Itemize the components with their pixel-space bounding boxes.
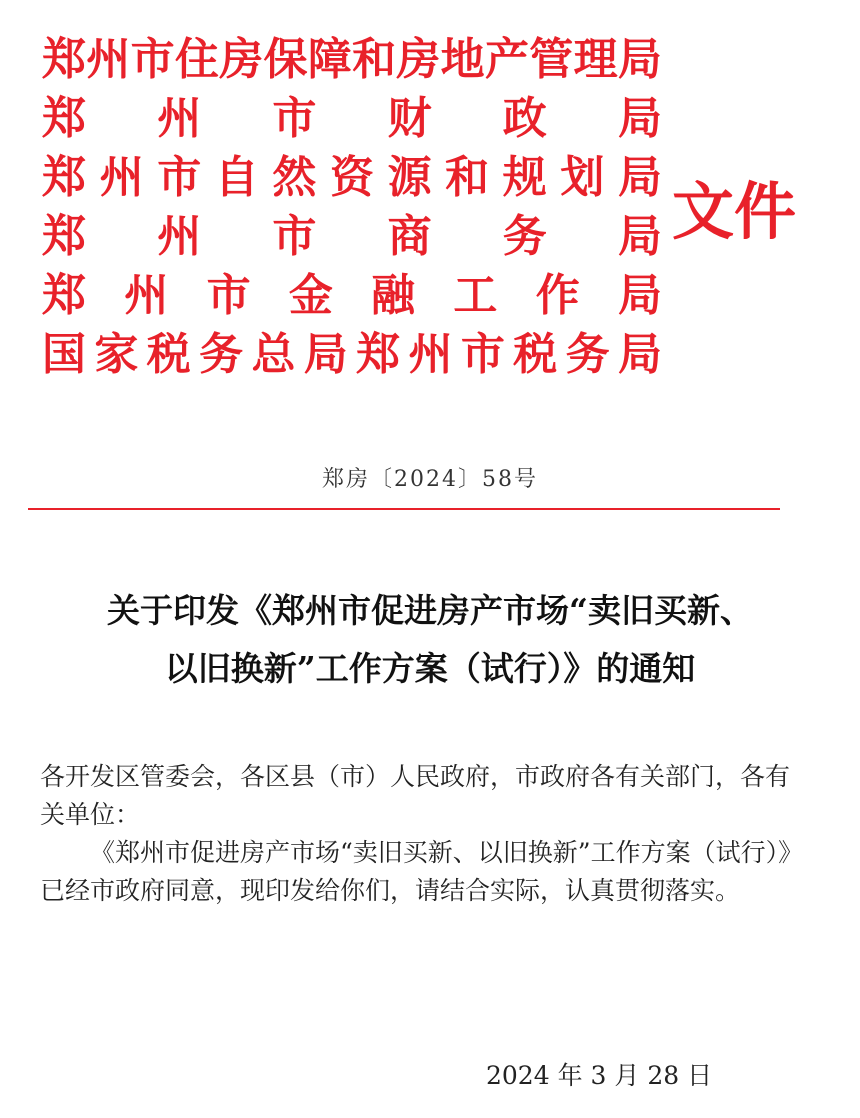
issuer-char: 然: [272, 152, 317, 203]
issuer-line: [42, 30, 662, 89]
issuer-char: 源: [387, 152, 432, 203]
issuer-char: 管: [529, 34, 574, 85]
issuer-char: 税: [146, 329, 191, 380]
issuing-authorities: [42, 30, 662, 384]
issuer-char: 局: [617, 93, 662, 144]
issuer-char: 务: [502, 211, 547, 262]
body-paragraph: 《郑州市促进房产市场“卖旧买新、以旧换新”工作方案（试行）》已经市政府同意，现印发给你们，请结合实际，认真贯彻落实。: [40, 838, 791, 905]
issuer-char: 郑: [42, 211, 86, 262]
issuer-char: 务: [199, 329, 244, 380]
issuer-char: 州: [99, 152, 144, 203]
issuer-char: 和: [352, 34, 397, 85]
issuer-char: 局: [617, 34, 662, 85]
issuer-char: 局: [303, 329, 348, 380]
issuer-char: 郑: [42, 152, 86, 203]
issuer-char: 地: [440, 34, 485, 85]
document-body: [40, 758, 792, 910]
document-number: 郑房〔2024〕58号: [322, 467, 538, 492]
issuer-char: 州: [124, 270, 169, 321]
issuer-char: 州: [157, 93, 202, 144]
issue-date: 2024 年 3 月 28 日: [486, 1061, 713, 1090]
issuer-char: 郑: [42, 270, 86, 321]
issuer-char: 局: [617, 329, 662, 380]
issuer-char: 工: [453, 270, 498, 321]
issuer-char: 商: [387, 211, 432, 262]
issuer-char: 房: [396, 34, 441, 85]
issuer-char: 务: [565, 329, 610, 380]
title-line-1: 关于印发《郑州市促进房产市场“卖旧买新、: [107, 591, 753, 630]
issuer-char: 保: [263, 34, 308, 85]
issuer-char: 州: [408, 329, 453, 380]
issuer-char: 局: [617, 211, 662, 262]
issuer-char: 州: [157, 211, 202, 262]
issuer-char: 自: [214, 152, 259, 203]
issuer-char: 总: [251, 329, 296, 380]
issuer-char: 融: [371, 270, 416, 321]
issuer-char: 国: [42, 329, 86, 380]
issuer-char: 理: [573, 34, 618, 85]
issuer-char: 市: [272, 93, 317, 144]
document-mark: 文件: [672, 175, 797, 248]
issuer-char: 州: [86, 34, 131, 85]
issuer-char: 房: [219, 34, 264, 85]
issuer-char: 划: [560, 152, 605, 203]
issuer-char: 市: [460, 329, 505, 380]
title-line-2: 以旧换新”工作方案（试行）》的通知: [164, 649, 696, 688]
issuer-line: [42, 325, 662, 384]
salutation: 各开发区管委会，各区县（市）人民政府，市政府各有关部门，各有关单位：: [40, 762, 791, 829]
red-divider-line: [28, 508, 780, 510]
issuer-char: 障: [307, 34, 352, 85]
issuer-char: 住: [174, 34, 219, 85]
issuer-char: 郑: [356, 329, 401, 380]
document-title: [24, 582, 836, 698]
issuer-char: 作: [535, 270, 580, 321]
issuer-char: 市: [157, 152, 202, 203]
issuer-char: 市: [272, 211, 317, 262]
issuer-char: 和: [445, 152, 490, 203]
issuer-char: 市: [130, 34, 175, 85]
issuer-char: 郑: [42, 34, 86, 85]
issuer-char: 金: [288, 270, 333, 321]
issuer-char: 财: [387, 93, 432, 144]
issuer-char: 郑: [42, 93, 86, 144]
issuer-char: 产: [484, 34, 529, 85]
issuer-char: 规: [502, 152, 547, 203]
issuer-char: 局: [617, 152, 662, 203]
issuer-line: [42, 148, 662, 207]
issuer-char: 局: [617, 270, 662, 321]
issuer-line: [42, 89, 662, 148]
issuer-char: 家: [94, 329, 139, 380]
issuer-char: 资: [329, 152, 374, 203]
issuer-char: 市: [206, 270, 251, 321]
issuer-char: 政: [502, 93, 547, 144]
issuer-char: 税: [513, 329, 558, 380]
issuer-line: [42, 266, 662, 325]
issuer-line: [42, 207, 662, 266]
